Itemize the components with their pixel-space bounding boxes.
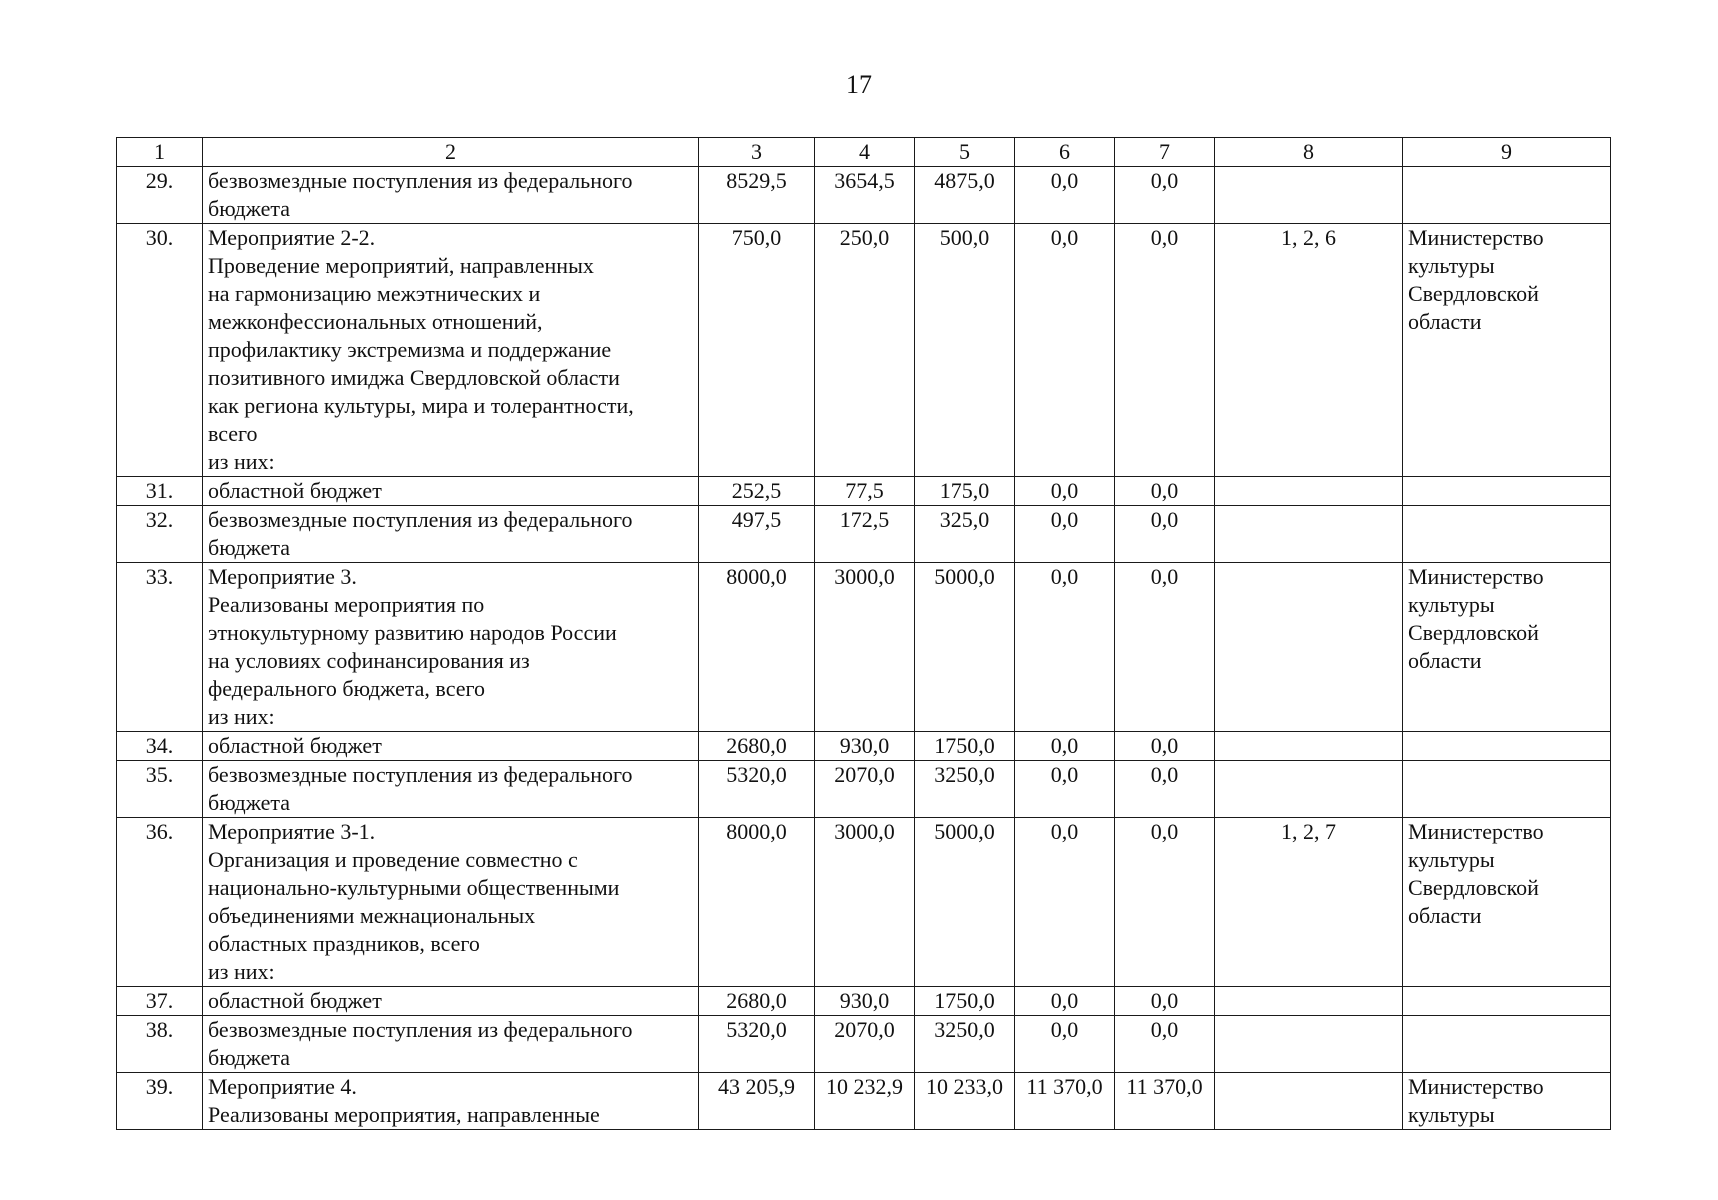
table-row (117, 1073, 1611, 1130)
amount-cell-v3 (699, 732, 815, 761)
description-line: на гармонизацию межэтнических и (208, 281, 541, 306)
row-number: 35. (145, 762, 174, 787)
amount-value: 0,0 (1150, 988, 1179, 1013)
amount-value: 43 205,9 (718, 1074, 795, 1099)
amount-value: 3000,0 (834, 819, 895, 844)
description-line: федерального бюджета, всего (208, 676, 485, 701)
description-line: бюджета (208, 790, 291, 815)
targets-cell (1215, 167, 1403, 224)
amount-cell-v5 (915, 732, 1015, 761)
amount-cell-v7 (1115, 1016, 1215, 1073)
targets-cell (1215, 732, 1403, 761)
amount-cell-v6 (1015, 563, 1115, 732)
amount-cell-v5 (915, 1016, 1015, 1073)
amount-cell-v7 (1115, 506, 1215, 563)
amount-value: 2070,0 (834, 762, 895, 787)
amount-value: 0,0 (1050, 225, 1079, 250)
responsible-cell (1403, 1073, 1611, 1130)
description-cell (203, 987, 699, 1016)
responsible-cell (1403, 818, 1611, 987)
description-line: всего (208, 421, 258, 446)
description-cell (203, 477, 699, 506)
amount-cell-v6 (1015, 167, 1115, 224)
column-header: 6 (1015, 138, 1115, 167)
amount-cell-v6 (1015, 761, 1115, 818)
amount-value: 250,0 (839, 225, 890, 250)
amount-cell-v5 (915, 761, 1015, 818)
amount-value: 0,0 (1150, 507, 1179, 532)
amount-cell-v6 (1015, 987, 1115, 1016)
description-cell (203, 818, 699, 987)
targets-cell (1215, 818, 1403, 987)
amount-cell-v3 (699, 818, 815, 987)
amount-value: 0,0 (1050, 819, 1079, 844)
amount-value: 4875,0 (934, 168, 995, 193)
description-line: объединениями межнациональных (208, 903, 536, 928)
targets-cell (1215, 987, 1403, 1016)
amount-value: 325,0 (939, 507, 990, 532)
amount-cell-v3 (699, 1073, 815, 1130)
amount-cell-v7 (1115, 563, 1215, 732)
amount-value: 252,5 (731, 478, 782, 503)
description-line: областной бюджет (208, 478, 382, 503)
amount-cell-v5 (915, 563, 1015, 732)
amount-cell-v4 (815, 224, 915, 477)
amount-value: 0,0 (1050, 1017, 1079, 1042)
description-line: Реализованы мероприятия по (208, 592, 485, 617)
row-number: 33. (145, 564, 174, 589)
amount-value: 0,0 (1150, 564, 1179, 589)
row-number-cell (117, 167, 203, 224)
description-line: безвозмездные поступления из федерального (208, 1017, 633, 1042)
amount-value: 0,0 (1050, 733, 1079, 758)
amount-cell-v5 (915, 506, 1015, 563)
column-header: 5 (915, 138, 1015, 167)
amount-cell-v3 (699, 987, 815, 1016)
description-cell (203, 563, 699, 732)
column-header: 7 (1115, 138, 1215, 167)
amount-value: 11 370,0 (1126, 1074, 1203, 1099)
targets-value: 1, 2, 6 (1281, 225, 1336, 250)
description-line: областной бюджет (208, 733, 382, 758)
targets-cell (1215, 506, 1403, 563)
amount-value: 0,0 (1150, 168, 1179, 193)
responsible-line: Министерство (1408, 819, 1544, 844)
amount-value: 8000,0 (726, 564, 787, 589)
amount-value: 0,0 (1150, 478, 1179, 503)
targets-cell (1215, 761, 1403, 818)
description-line: безвозмездные поступления из федерального (208, 762, 633, 787)
description-line: Проведение мероприятий, направленных (208, 253, 594, 278)
amount-value: 750,0 (731, 225, 782, 250)
amount-cell-v7 (1115, 167, 1215, 224)
description-line: межконфессиональных отношений, (208, 309, 543, 334)
responsible-line: Министерство (1408, 1074, 1544, 1099)
row-number-cell (117, 224, 203, 477)
description-line: из них: (208, 449, 275, 474)
amount-value: 3250,0 (934, 762, 995, 787)
description-cell (203, 167, 699, 224)
amount-value: 2070,0 (834, 1017, 895, 1042)
table-header-row (117, 138, 1611, 167)
responsible-cell (1403, 477, 1611, 506)
table-body (117, 167, 1611, 1130)
amount-value: 0,0 (1150, 1017, 1179, 1042)
amount-cell-v4 (815, 761, 915, 818)
amount-cell-v7 (1115, 987, 1215, 1016)
responsible-cell (1403, 732, 1611, 761)
column-header: 8 (1215, 138, 1403, 167)
row-number-cell (117, 477, 203, 506)
responsible-cell (1403, 987, 1611, 1016)
amount-value: 930,0 (839, 733, 890, 758)
description-cell (203, 1073, 699, 1130)
description-line: Мероприятие 3-1. (208, 819, 376, 844)
amount-cell-v4 (815, 1073, 915, 1130)
row-number-cell (117, 563, 203, 732)
amount-cell-v4 (815, 563, 915, 732)
description-cell (203, 506, 699, 563)
amount-value: 0,0 (1150, 733, 1179, 758)
targets-value: 1, 2, 7 (1281, 819, 1336, 844)
targets-cell (1215, 477, 1403, 506)
responsible-cell (1403, 224, 1611, 477)
amount-value: 10 233,0 (926, 1074, 1003, 1099)
amount-cell-v6 (1015, 818, 1115, 987)
amount-cell-v4 (815, 987, 915, 1016)
amount-value: 0,0 (1050, 507, 1079, 532)
description-line: бюджета (208, 1045, 291, 1070)
amount-cell-v4 (815, 167, 915, 224)
description-cell (203, 224, 699, 477)
amount-cell-v4 (815, 818, 915, 987)
column-header: 3 (699, 138, 815, 167)
responsible-line: Свердловской (1408, 620, 1539, 645)
description-line: Организация и проведение совместно с (208, 847, 578, 872)
amount-value: 0,0 (1050, 988, 1079, 1013)
description-line: областной бюджет (208, 988, 382, 1013)
amount-cell-v6 (1015, 506, 1115, 563)
description-line: на условиях софинансирования из (208, 648, 530, 673)
amount-value: 77,5 (845, 478, 884, 503)
amount-value: 1750,0 (934, 988, 995, 1013)
amount-value: 3250,0 (934, 1017, 995, 1042)
table-row (117, 167, 1611, 224)
amount-value: 497,5 (731, 507, 782, 532)
row-number: 39. (145, 1074, 174, 1099)
row-number-cell (117, 506, 203, 563)
amount-cell-v6 (1015, 224, 1115, 477)
program-activities-table (116, 137, 1611, 1130)
amount-value: 5000,0 (934, 564, 995, 589)
row-number: 34. (145, 733, 174, 758)
amount-value: 8000,0 (726, 819, 787, 844)
description-cell (203, 761, 699, 818)
description-line: этнокультурному развитию народов России (208, 620, 617, 645)
amount-cell-v4 (815, 506, 915, 563)
description-line: бюджета (208, 535, 291, 560)
row-number: 31. (145, 478, 174, 503)
description-line: профилактику экстремизма и поддержание (208, 337, 612, 362)
amount-value: 930,0 (839, 988, 890, 1013)
amount-value: 0,0 (1050, 564, 1079, 589)
responsible-cell (1403, 563, 1611, 732)
responsible-cell (1403, 167, 1611, 224)
row-number: 30. (145, 225, 174, 250)
description-line: Реализованы мероприятия, направленные (208, 1102, 600, 1127)
amount-value: 0,0 (1150, 762, 1179, 787)
column-header: 9 (1403, 138, 1611, 167)
amount-cell-v5 (915, 1073, 1015, 1130)
amount-value: 2680,0 (726, 988, 787, 1013)
amount-value: 3654,5 (834, 168, 895, 193)
table-row (117, 987, 1611, 1016)
amount-cell-v7 (1115, 224, 1215, 477)
responsible-cell (1403, 1016, 1611, 1073)
amount-cell-v3 (699, 167, 815, 224)
row-number: 29. (145, 168, 174, 193)
amount-value: 8529,5 (726, 168, 787, 193)
amount-value: 5320,0 (726, 762, 787, 787)
amount-cell-v5 (915, 167, 1015, 224)
amount-cell-v7 (1115, 1073, 1215, 1130)
page-number: 17 (846, 70, 872, 99)
amount-value: 0,0 (1050, 168, 1079, 193)
table-row (117, 563, 1611, 732)
amount-value: 2680,0 (726, 733, 787, 758)
amount-cell-v4 (815, 732, 915, 761)
amount-cell-v6 (1015, 732, 1115, 761)
amount-cell-v3 (699, 761, 815, 818)
amount-value: 0,0 (1050, 762, 1079, 787)
row-number: 37. (145, 988, 174, 1013)
row-number: 36. (145, 819, 174, 844)
row-number-cell (117, 987, 203, 1016)
amount-value: 172,5 (839, 507, 890, 532)
amount-cell-v3 (699, 1016, 815, 1073)
amount-cell-v6 (1015, 1016, 1115, 1073)
amount-value: 0,0 (1050, 478, 1079, 503)
row-number-cell (117, 1016, 203, 1073)
description-line: позитивного имиджа Свердловской области (208, 365, 620, 390)
table-row (117, 224, 1611, 477)
responsible-line: Министерство (1408, 564, 1544, 589)
description-cell (203, 1016, 699, 1073)
targets-cell (1215, 1073, 1403, 1130)
description-line: безвозмездные поступления из федерального (208, 168, 633, 193)
table-row (117, 761, 1611, 818)
responsible-line: Свердловской (1408, 281, 1539, 306)
description-line: как региона культуры, мира и толерантности, (208, 393, 634, 418)
amount-cell-v3 (699, 477, 815, 506)
responsible-line: культуры (1408, 592, 1495, 617)
amount-value: 0,0 (1150, 819, 1179, 844)
responsible-line: культуры (1408, 253, 1495, 278)
amount-cell-v4 (815, 477, 915, 506)
row-number-cell (117, 818, 203, 987)
responsible-line: культуры (1408, 1102, 1495, 1127)
table-row (117, 818, 1611, 987)
amount-value: 1750,0 (934, 733, 995, 758)
responsible-line: Министерство (1408, 225, 1544, 250)
description-line: Мероприятие 4. (208, 1074, 357, 1099)
amount-cell-v6 (1015, 1073, 1115, 1130)
table-row (117, 1016, 1611, 1073)
amount-value: 500,0 (939, 225, 990, 250)
amount-cell-v3 (699, 506, 815, 563)
amount-cell-v3 (699, 563, 815, 732)
column-header: 4 (815, 138, 915, 167)
column-header: 2 (203, 138, 699, 167)
amount-value: 5000,0 (934, 819, 995, 844)
amount-value: 175,0 (939, 478, 990, 503)
description-line: бюджета (208, 196, 291, 221)
targets-cell (1215, 563, 1403, 732)
responsible-cell (1403, 506, 1611, 563)
amount-cell-v6 (1015, 477, 1115, 506)
description-line: безвозмездные поступления из федерального (208, 507, 633, 532)
amount-value: 3000,0 (834, 564, 895, 589)
description-cell (203, 732, 699, 761)
description-line: из них: (208, 704, 275, 729)
table-row (117, 477, 1611, 506)
description-line: областных праздников, всего (208, 931, 480, 956)
responsible-line: культуры (1408, 847, 1495, 872)
amount-cell-v7 (1115, 761, 1215, 818)
row-number-cell (117, 761, 203, 818)
amount-value: 5320,0 (726, 1017, 787, 1042)
table-row (117, 732, 1611, 761)
responsible-line: области (1408, 648, 1482, 673)
targets-cell (1215, 224, 1403, 477)
row-number-cell (117, 732, 203, 761)
amount-cell-v5 (915, 987, 1015, 1016)
row-number: 38. (145, 1017, 174, 1042)
amount-cell-v5 (915, 477, 1015, 506)
table-row (117, 506, 1611, 563)
responsible-cell (1403, 761, 1611, 818)
row-number-cell (117, 1073, 203, 1130)
description-line: Мероприятие 3. (208, 564, 357, 589)
amount-cell-v4 (815, 1016, 915, 1073)
responsible-line: области (1408, 309, 1482, 334)
description-line: Мероприятие 2-2. (208, 225, 376, 250)
description-line: национально-культурными общественными (208, 875, 620, 900)
responsible-line: Свердловской (1408, 875, 1539, 900)
amount-cell-v7 (1115, 477, 1215, 506)
amount-cell-v7 (1115, 818, 1215, 987)
amount-cell-v3 (699, 224, 815, 477)
amount-value: 11 370,0 (1026, 1074, 1103, 1099)
amount-cell-v5 (915, 224, 1015, 477)
amount-value: 0,0 (1150, 225, 1179, 250)
description-line: из них: (208, 959, 275, 984)
amount-value: 10 232,9 (826, 1074, 903, 1099)
amount-cell-v7 (1115, 732, 1215, 761)
responsible-line: области (1408, 903, 1482, 928)
column-header: 1 (117, 138, 203, 167)
amount-cell-v5 (915, 818, 1015, 987)
row-number: 32. (145, 507, 174, 532)
targets-cell (1215, 1016, 1403, 1073)
